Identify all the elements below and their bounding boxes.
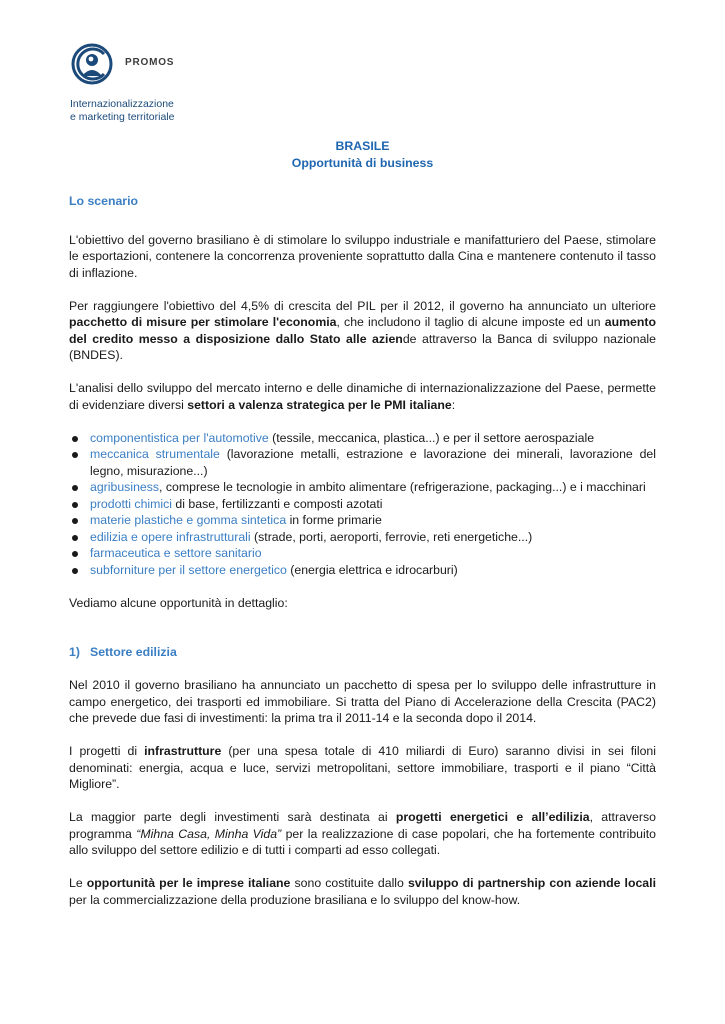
- bullet-icon: [72, 518, 78, 524]
- list-item: [69, 562, 656, 579]
- bullet-icon: [72, 436, 78, 442]
- text-run: I progetti di: [69, 744, 145, 758]
- sector-label: materie plastiche e gomma sintetica: [90, 513, 287, 527]
- logo-name: PROMOS: [125, 57, 175, 68]
- text-run: , attraverso programma: [69, 810, 656, 841]
- text-run: :: [451, 397, 456, 412]
- list-item: [69, 430, 656, 447]
- sector-detail: in forme primarie: [286, 513, 382, 527]
- sector-detail: di base, fertilizzanti e composti azotati: [172, 496, 383, 511]
- section-title: Settore edilizia: [90, 645, 177, 659]
- sector-detail: (tessile, meccanica, plastica...) e per il settore aerospaziale: [268, 430, 595, 445]
- text-run: , che includono il taglio di alcune imposte ed un: [336, 315, 605, 329]
- list-item: [69, 545, 656, 562]
- list-item: [69, 512, 656, 529]
- title-line-1: BRASILE: [335, 139, 390, 153]
- scenario-heading: Lo scenario: [69, 194, 139, 208]
- list-item: [69, 496, 656, 513]
- bold-run: infrastrutture: [144, 744, 222, 758]
- scenario-paragraph-4: Vediamo alcune opportunità in dettaglio:: [69, 595, 288, 610]
- sector-list: [69, 430, 656, 579]
- italic-run: “Mihna Casa, Minha Vida”: [136, 826, 282, 841]
- tagline-line-2: e marketing territoriale: [70, 111, 175, 123]
- bold-run: aumento del credito messo a disposizione dallo Stato alle azien: [69, 315, 656, 346]
- section-1-paragraph-3: [69, 809, 656, 859]
- promos-logo: [70, 40, 250, 130]
- title-line-2: Opportunità di business: [291, 155, 434, 170]
- text-run: L'analisi dello sviluppo del mercato interno e delle dinamiche di internazionalizzazione del Paese, permette di evidenziare diversi: [69, 381, 656, 412]
- scenario-paragraph-3: [69, 380, 656, 413]
- sector-detail: (lavorazione metalli, estrazione e lavorazione dei minerali, lavorazione del legno, misurazione...): [90, 447, 656, 478]
- section-number: 1): [69, 645, 80, 659]
- text-run: La maggior parte degli investimenti sarà destinata ai: [69, 810, 396, 824]
- bold-run: pacchetto di misure per stimolare l'economia: [69, 315, 337, 329]
- sector-label: agribusiness: [90, 480, 160, 494]
- sector-detail: (strade, porti, aeroporti, ferrovie, reti energetiche...): [250, 529, 533, 544]
- bullet-icon: [72, 485, 78, 491]
- list-item: [69, 529, 656, 546]
- sector-label: meccanica strumentale: [90, 447, 220, 461]
- bold-run: progetti energetici e all’edilizia: [395, 810, 590, 824]
- sector-label: farmaceutica e settore sanitario: [90, 546, 262, 560]
- logo-tagline: [70, 98, 174, 124]
- bullet-icon: [72, 568, 78, 574]
- document-body: [69, 138, 656, 908]
- section-1-paragraph-2: [69, 743, 656, 793]
- list-item: [69, 446, 656, 479]
- sector-detail: (energia elettrica e idrocarburi): [286, 562, 458, 577]
- bullet-icon: [72, 502, 78, 508]
- sector-label: prodotti chimici: [90, 496, 173, 511]
- section-1-paragraph-4: [69, 875, 656, 908]
- section-1-heading: [69, 644, 656, 661]
- text-run: per la commercializzazione della produzione brasiliana e lo sviluppo del know-how.: [69, 892, 521, 907]
- text-run: de attraverso la Banca di sviluppo nazionale (BNDES).: [69, 331, 656, 362]
- section-1-paragraph-1: Nel 2010 il governo brasiliano ha annunciato un pacchetto di spesa per lo sviluppo delle infrastrutture in campo energetico, dei trasporti ed immobiliare. Si tratta del Piano di Accelerazione della Crescita (PAC2) che prevede due fasi di investimenti: la prima tra il 2011-14 e la seconda dopo il 2014.: [69, 678, 656, 725]
- bold-run: settori a valenza strategica per le PMI italiane: [187, 397, 452, 412]
- text-run: Per raggiungere l'obiettivo del 4,5% di crescita del PIL per il 2012, il governo ha annunciato un ulteriore: [69, 298, 656, 313]
- list-item: [69, 479, 656, 496]
- sector-label: subforniture per il settore energetico: [90, 562, 287, 577]
- text-run: (per una spesa totale di 410 miliardi di Euro) saranno divisi in sei filoni denominati: energia, acqua e luce, servizi metropolitani, settore immobiliare, trasporti e il piano “Città Migliore”.: [69, 744, 656, 791]
- bold-run: opportunità per le imprese italiane: [86, 876, 291, 890]
- tagline-line-1: Internazionalizzazione: [70, 98, 174, 110]
- bullet-icon: [72, 535, 78, 541]
- promos-emblem-icon: [70, 42, 114, 86]
- bold-run: sviluppo di partnership con aziende locali: [407, 876, 656, 890]
- text-run: sono costituite dallo: [290, 876, 408, 890]
- text-run: Le: [69, 876, 87, 890]
- scenario-paragraph-2: [69, 298, 656, 364]
- sector-detail: , comprese le tecnologie in ambito alimentare (refrigerazione, packaging...) e i macchinari: [159, 480, 646, 494]
- text-run: per la realizzazione di case popolari, che ha fortemente contribuito allo sviluppo del settore edilizio e di tutti i comparti ad esso collegati.: [69, 826, 656, 857]
- sector-label: edilizia e opere infrastrutturali: [90, 529, 251, 544]
- bullet-icon: [72, 452, 78, 458]
- sector-label: componentistica per l'automotive: [90, 430, 269, 445]
- bullet-icon: [72, 551, 78, 557]
- scenario-paragraph-1: L'obiettivo del governo brasiliano è di stimolare lo sviluppo industriale e manifatturiero del Paese, stimolare le esportazioni, contenere la concorrenza proveniente soprattutto dalla Cina e mantenere contenuto il tasso di inflazione.: [69, 232, 656, 280]
